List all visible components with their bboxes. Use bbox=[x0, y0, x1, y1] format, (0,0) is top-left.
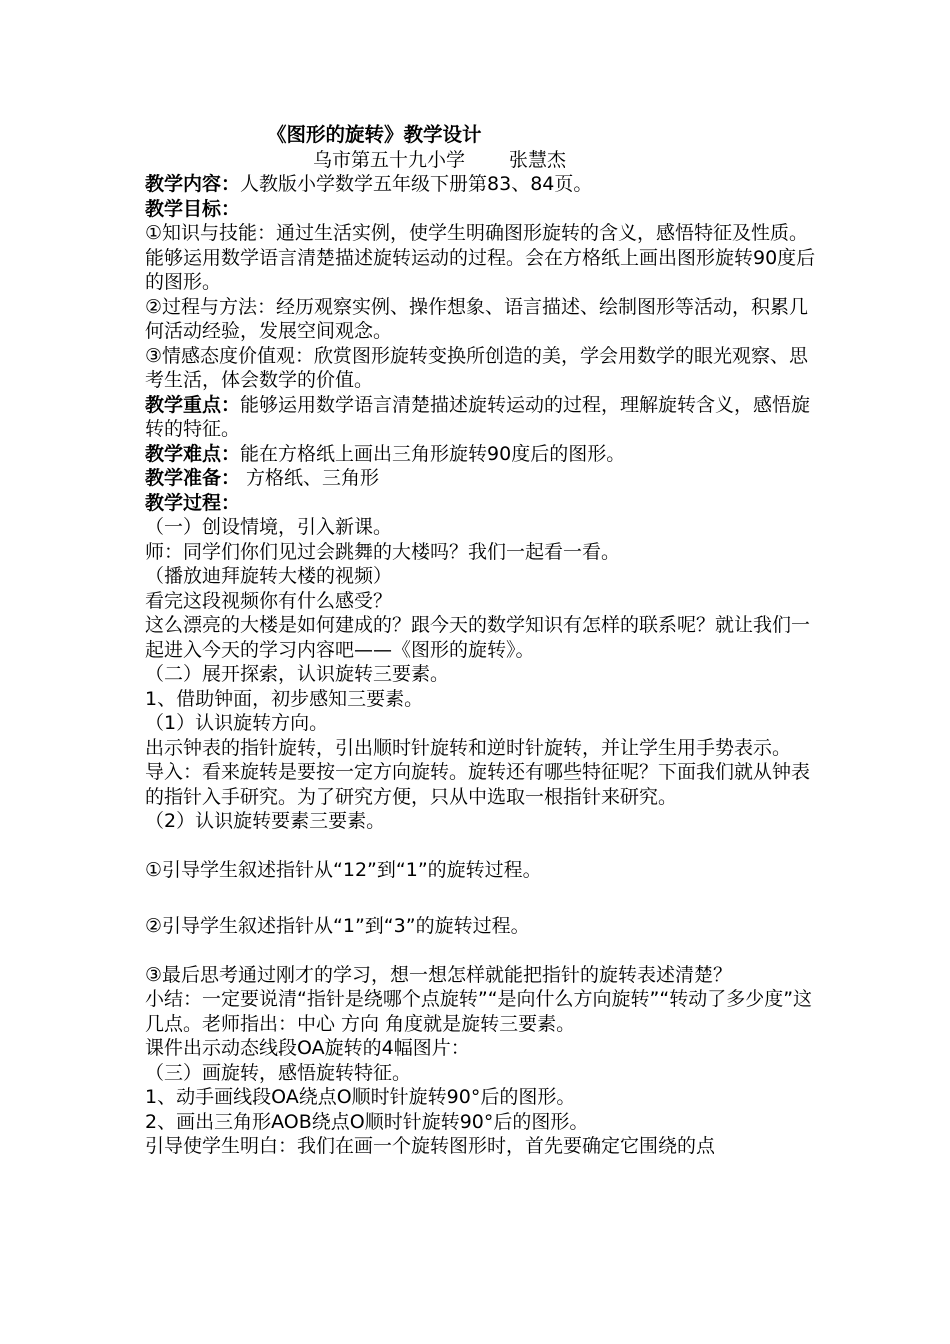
document-title: 《图形的旋转》教学设计 bbox=[267, 123, 482, 146]
process-paragraph: ③最后思考通过刚才的学习，想一想怎样就能把指针的旋转表述清楚？ bbox=[145, 963, 733, 986]
process-paragraph: ②引导学生叙述指针从“1”到“3”的旋转过程。 bbox=[145, 915, 530, 937]
process-paragraph: 1、借助钟面，初步感知三要素。 bbox=[145, 687, 424, 710]
teaching-content-label: 教学内容： bbox=[145, 173, 241, 195]
blank-line bbox=[145, 906, 825, 914]
key-point-label: 教学重点： bbox=[145, 393, 241, 416]
blank-line bbox=[145, 939, 825, 963]
preparation-text: 方格纸、三角形 bbox=[240, 467, 380, 489]
teaching-content bbox=[145, 172, 825, 197]
key-point-text: 能够运用数学语言清楚描述旋转运动的过程，理解旋转含义，感悟旋转的特征。 bbox=[145, 393, 811, 440]
author-line bbox=[145, 148, 825, 172]
blank-line bbox=[145, 834, 825, 858]
process-paragraph: （1）认识旋转方向。 bbox=[145, 712, 329, 734]
blank-line bbox=[145, 882, 825, 906]
teaching-preparation bbox=[145, 466, 825, 491]
process-paragraph: （三）画旋转，感悟旋转特征。 bbox=[145, 1061, 412, 1084]
author-name: 张慧杰 bbox=[509, 149, 567, 171]
process-paragraph: （2）认识旋转要素三要素。 bbox=[145, 810, 386, 832]
process-paragraph: 课件出示动态线段OA旋转的4幅图片： bbox=[145, 1037, 470, 1059]
process-paragraph: 这么漂亮的大楼是如何建成的？跟今天的数学知识有怎样的联系呢？就让我们一起进入今天的学习内容吧——《图形的旋转》。 bbox=[145, 614, 811, 661]
process-paragraph: 1、动手画线段OA绕点O顺时针旋转90°后的图形。 bbox=[145, 1086, 576, 1108]
process-paragraph: 2、画出三角形AOB绕点O顺时针旋转90°后的图形。 bbox=[145, 1110, 589, 1133]
process-paragraph: （一）创设情境，引入新课。 bbox=[145, 516, 393, 538]
goal-attitude: ③情感态度价值观：欣赏图形旋转变换所创造的美，学会用数学的眼光观察、思考生活，体会数学的价值。 bbox=[145, 344, 809, 391]
process-paragraph: （二）展开探索，认识旋转三要素。 bbox=[145, 663, 450, 685]
process-paragraph: 导入：看来旋转是要按一定方向旋转。旋转还有哪些特征呢？下面我们就从钟表的指针入手研究。为了研究方便，只从中选取一根指针来研究。 bbox=[145, 761, 811, 808]
preparation-label: 教学准备： bbox=[145, 467, 241, 489]
process-paragraph: 小结：一定要说清“指针是绕哪个点旋转”“是向什么方向旋转”“转动了多少度”这几点。老师指出：中心 方向 角度就是旋转三要素。 bbox=[145, 988, 813, 1035]
document-body bbox=[145, 122, 825, 1159]
teaching-goals-label: 教学目标： bbox=[145, 197, 241, 220]
process-paragraph: 出示钟表的指针旋转，引出顺时针旋转和逆时针旋转，并让学生用手势表示。 bbox=[145, 736, 792, 759]
school-name: 乌市第五十九小学 bbox=[313, 149, 466, 171]
process-paragraph: 师：同学们你们见过会跳舞的大楼吗？我们一起看一看。 bbox=[145, 540, 621, 563]
difficulty-label: 教学难点： bbox=[145, 442, 241, 465]
teaching-key-point bbox=[145, 393, 825, 442]
teaching-content-text: 人教版小学数学五年级下册第83、84页。 bbox=[240, 173, 593, 195]
process-paragraph: ①引导学生叙述指针从“12”到“1”的旋转过程。 bbox=[145, 858, 542, 881]
difficulty-text: 能在方格纸上画出三角形旋转90度后的图形。 bbox=[240, 442, 626, 465]
teaching-process-label: 教学过程： bbox=[145, 491, 241, 514]
goal-process: ②过程与方法：经历观察实例、操作想象、语言描述、绘制图形等活动，积累几何活动经验，发展空间观念。 bbox=[145, 295, 809, 342]
process-paragraph: 看完这段视频你有什么感受？ bbox=[145, 589, 393, 612]
process-paragraph: 引导使学生明白：我们在画一个旋转图形时，首先要确定它围绕的点 bbox=[145, 1135, 716, 1157]
teaching-difficulty bbox=[145, 442, 825, 467]
process-paragraph: （播放迪拜旋转大楼的视频） bbox=[145, 565, 393, 587]
goal-knowledge: ①知识与技能：通过生活实例，使学生明确图形旋转的含义，感悟特征及性质。能够运用数学语言清楚描述旋转运动的过程。会在方格纸上画出图形旋转90度后的图形。 bbox=[145, 222, 816, 293]
